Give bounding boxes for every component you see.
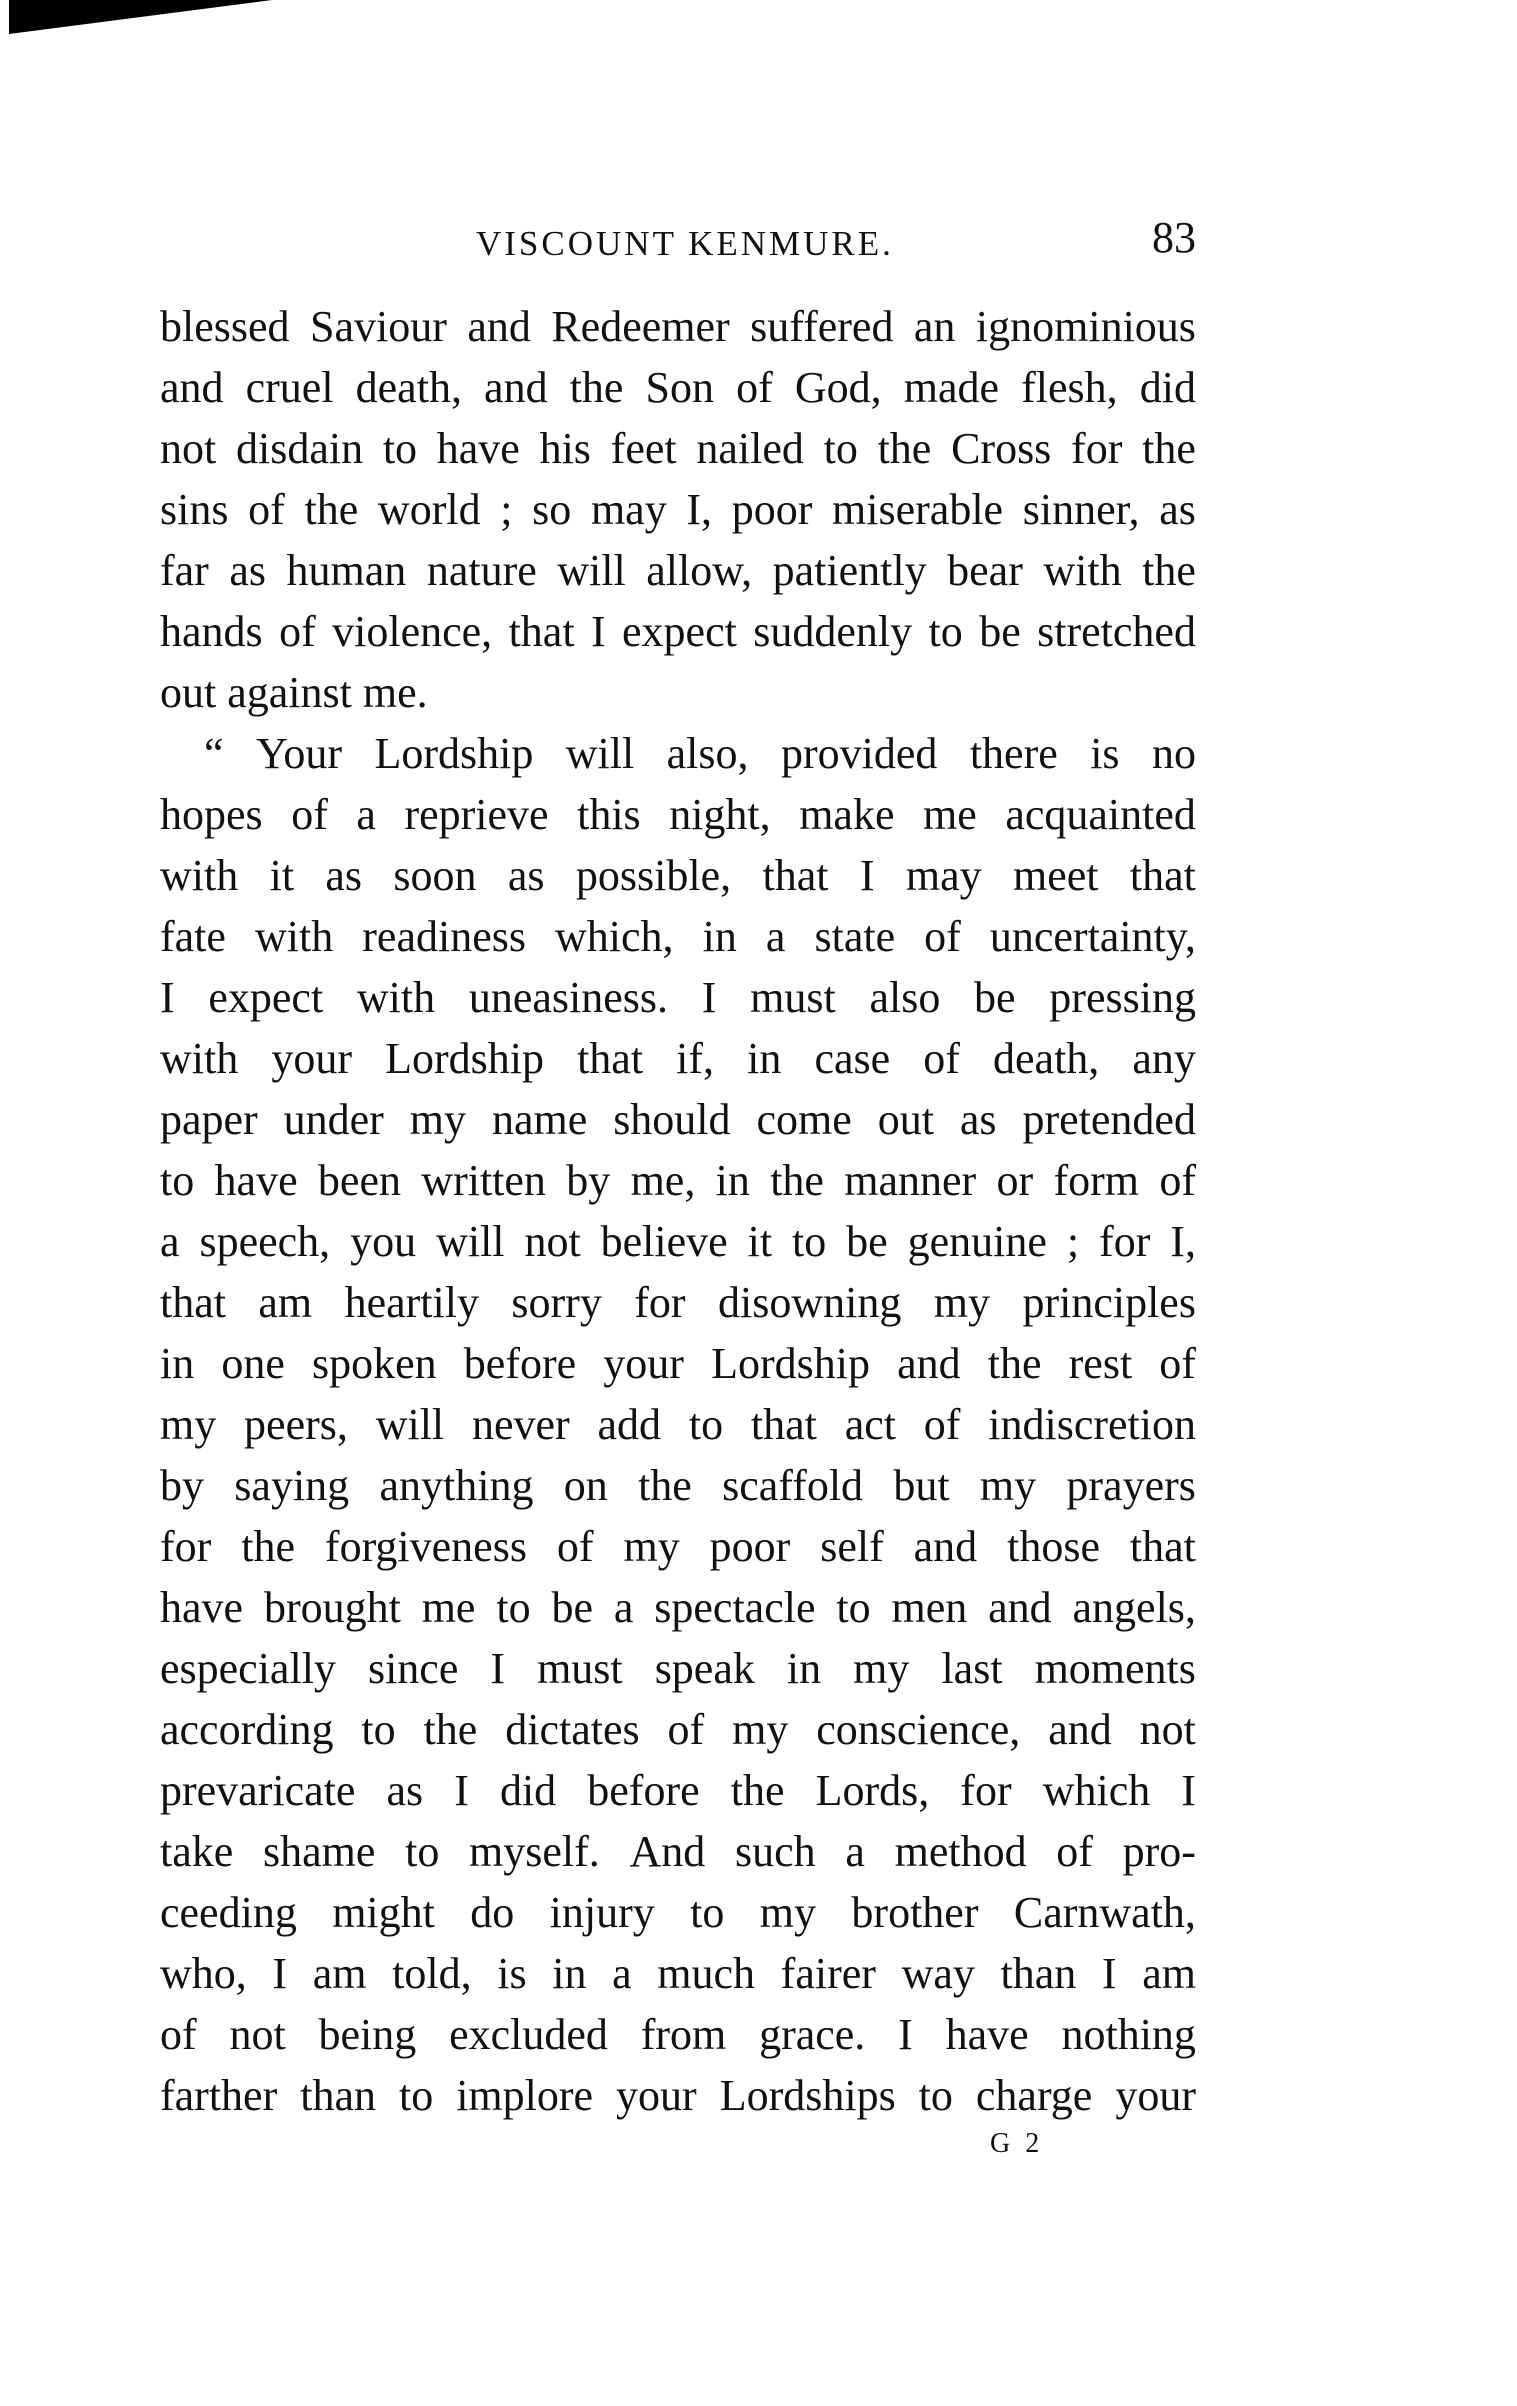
- page-number: 83: [1152, 213, 1196, 262]
- text-line: ceeding might do injury to my brother Carnwath,: [160, 1888, 1196, 1937]
- text-line: sins of the world ; so may I, poor miserable sinner, as: [160, 485, 1196, 534]
- text-line: out against me.: [160, 668, 428, 717]
- text-line: prevaricate as I did before the Lords, for which I: [160, 1766, 1196, 1815]
- signature-mark: G 2: [990, 2128, 1044, 2159]
- text-line: my peers, will never add to that act of indiscretion: [160, 1400, 1196, 1449]
- text-line: of not being excluded from grace. I have nothing: [160, 2010, 1196, 2059]
- scan-edge-smudge: [0, 0, 280, 40]
- text-line: not disdain to have his feet nailed to the Cross for the: [160, 424, 1196, 473]
- running-title: VISCOUNT KENMURE.: [476, 224, 894, 263]
- text-line: have brought me to be a spectacle to men and angels,: [160, 1583, 1196, 1632]
- text-line: according to the dictates of my conscience, and not: [160, 1705, 1196, 1754]
- text-line: and cruel death, and the Son of God, made flesh, did: [160, 363, 1196, 412]
- text-line: far as human nature will allow, patiently bear with the: [160, 546, 1196, 595]
- text-line: especially since I must speak in my last moments: [160, 1644, 1196, 1693]
- page-header: [160, 212, 1196, 272]
- text-line: paper under my name should come out as pretended: [160, 1095, 1196, 1144]
- text-line: a speech, you will not believe it to be genuine ; for I,: [160, 1217, 1196, 1266]
- text-line: that am heartily sorry for disowning my principles: [160, 1278, 1196, 1327]
- text-line: fate with readiness which, in a state of uncertainty,: [160, 912, 1196, 961]
- text-line: by saying anything on the scaffold but my prayers: [160, 1461, 1196, 1510]
- text-line: for the forgiveness of my poor self and those that: [160, 1522, 1196, 1571]
- text-line: hopes of a reprieve this night, make me acquainted: [160, 790, 1196, 839]
- text-line: to have been written by me, in the manner or form of: [160, 1156, 1196, 1205]
- text-line: “ Your Lordship will also, provided there is no: [204, 729, 1196, 778]
- text-line: farther than to implore your Lordships to charge your: [160, 2071, 1196, 2120]
- text-line: in one spoken before your Lordship and the rest of: [160, 1339, 1196, 1388]
- text-line: blessed Saviour and Redeemer suffered an ignominious: [160, 302, 1196, 351]
- text-line: with it as soon as possible, that I may meet that: [160, 851, 1196, 900]
- text-line: with your Lordship that if, in case of death, any: [160, 1034, 1196, 1083]
- body-text: [160, 296, 1196, 2126]
- text-line: who, I am told, is in a much fairer way than I am: [160, 1949, 1196, 1998]
- text-line: hands of violence, that I expect suddenly to be stretched: [160, 607, 1196, 656]
- text-line: I expect with uneasiness. I must also be pressing: [160, 973, 1196, 1022]
- text-line: take shame to myself. And such a method of pro-: [160, 1827, 1196, 1876]
